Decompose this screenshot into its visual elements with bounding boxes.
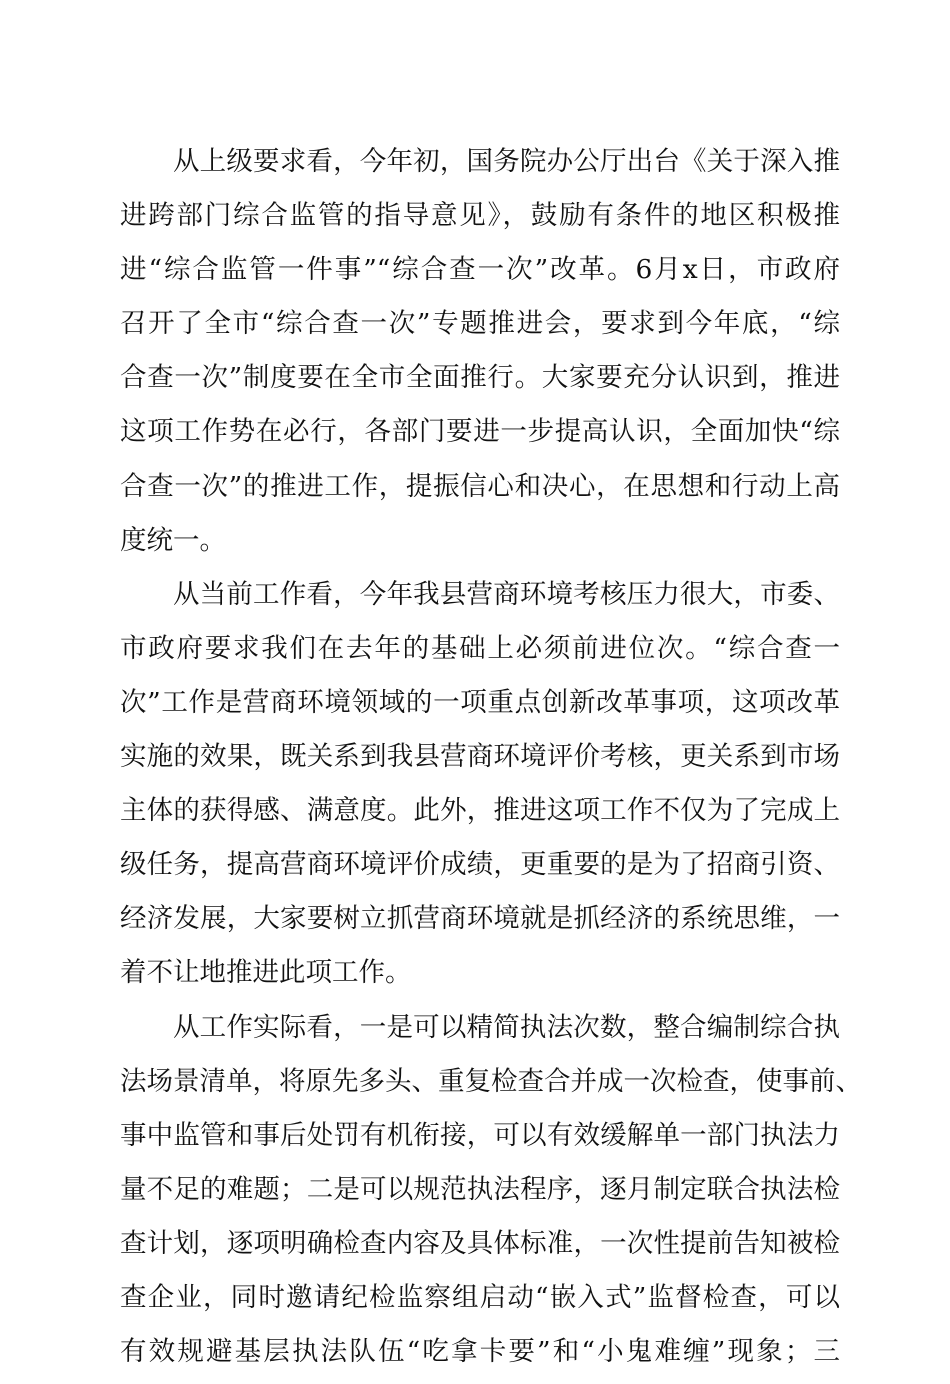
text-line: 有效规避基层执法队伍“吃拿卡要”和“小鬼难缠”现象；三 xyxy=(120,1330,840,1384)
text-line: 量不足的难题；二是可以规范执法程序，逐月制定联合执法检 xyxy=(120,1168,840,1222)
document-body xyxy=(120,140,840,1384)
text-line: 市政府要求我们在去年的基础上必须前进位次。“综合查一 xyxy=(120,627,840,681)
text-line: 主体的获得感、满意度。此外，推进这项工作不仅为了完成上 xyxy=(120,789,840,843)
text-line: 查计划，逐项明确检查内容及具体标准，一次性提前告知被检 xyxy=(120,1222,840,1276)
text-line: 级任务，提高营商环境评价成绩，更重要的是为了招商引资、 xyxy=(120,843,840,897)
text-line: 法场景清单，将原先多头、重复检查合并成一次检查，使事前、 xyxy=(120,1060,840,1114)
text-line: 这项工作势在必行，各部门要进一步提高认识，全面加快“综 xyxy=(120,410,840,464)
text-line: 进跨部门综合监管的指导意见》，鼓励有条件的地区积极推 xyxy=(120,194,840,248)
text-line: 经济发展，大家要树立抓营商环境就是抓经济的系统思维，一 xyxy=(120,897,840,951)
text-line: 合查一次”的推进工作，提振信心和决心，在思想和行动上高 xyxy=(120,465,840,519)
paragraph-current-work xyxy=(120,573,840,1006)
text-line: 事中监管和事后处罚有机衔接，可以有效缓解单一部门执法力 xyxy=(120,1114,840,1168)
paragraph-superior-requirements xyxy=(120,140,840,573)
text-line: 合查一次”制度要在全市全面推行。大家要充分认识到，推进 xyxy=(120,356,840,410)
text-line: 召开了全市“综合查一次”专题推进会，要求到今年底，“综 xyxy=(120,302,840,356)
text-line: 进“综合监管一件事”“综合查一次”改革。6月x日，市政府 xyxy=(120,248,840,302)
text-line: 从工作实际看，一是可以精简执法次数，整合编制综合执 xyxy=(120,1006,840,1060)
text-line: 次”工作是营商环境领域的一项重点创新改革事项，这项改革 xyxy=(120,681,840,735)
paragraph-practical-work xyxy=(120,1006,840,1384)
text-line: 度统一。 xyxy=(120,519,840,573)
text-line: 实施的效果，既关系到我县营商环境评价考核，更关系到市场 xyxy=(120,735,840,789)
text-line: 从上级要求看，今年初，国务院办公厅出台《关于深入推 xyxy=(120,140,840,194)
text-line: 着不让地推进此项工作。 xyxy=(120,951,840,1005)
text-line: 从当前工作看，今年我县营商环境考核压力很大，市委、 xyxy=(120,573,840,627)
text-line: 查企业，同时邀请纪检监察组启动“嵌入式”监督检查，可以 xyxy=(120,1276,840,1330)
